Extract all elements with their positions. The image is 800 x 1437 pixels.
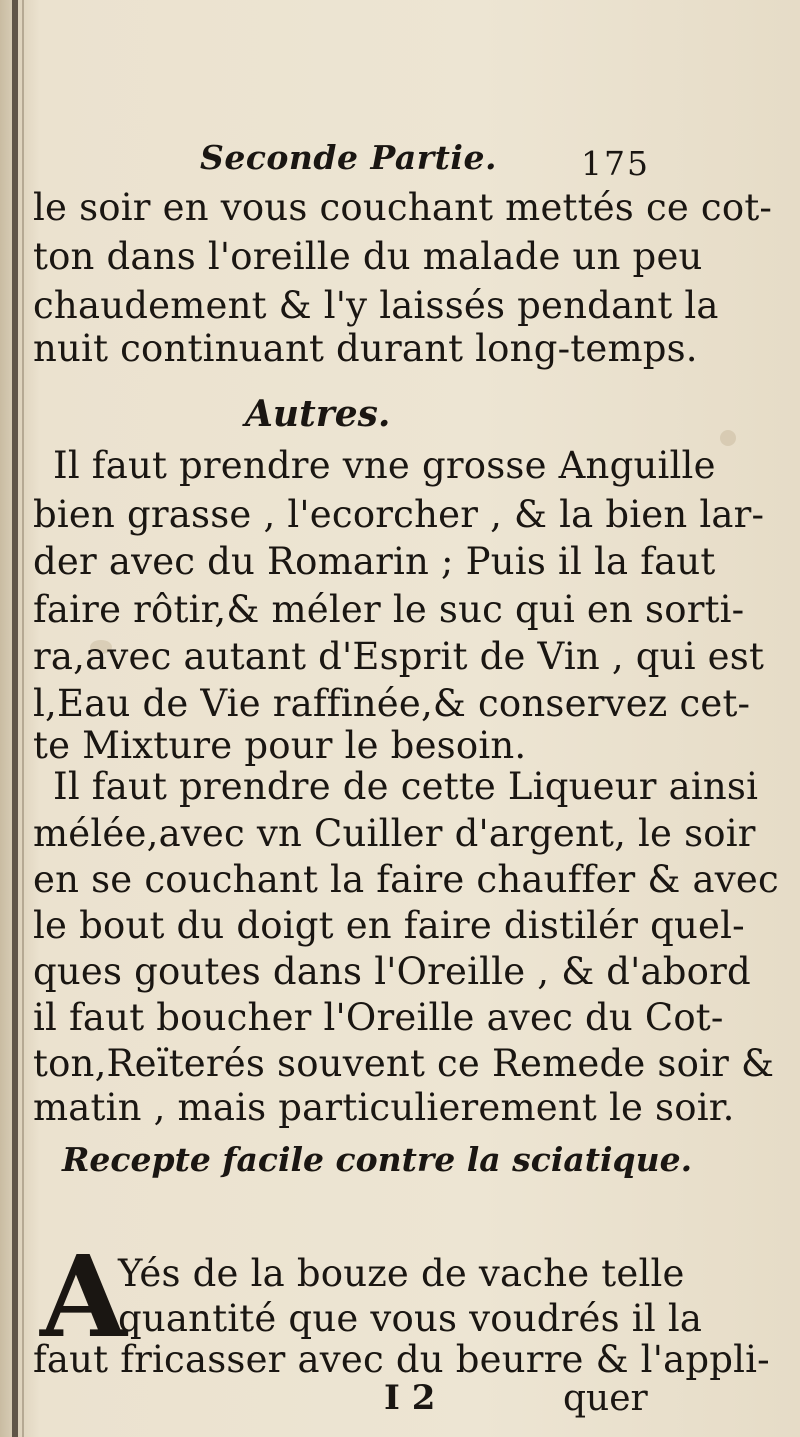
page-header (200, 138, 650, 186)
text-line: il faut boucher l'Oreille avec du Cot- (33, 996, 724, 1039)
drop-cap: A (40, 1232, 127, 1363)
text-line: en se couchant la faire chauffer & avec (33, 858, 779, 901)
text-line: te Mixture pour le besoin. (33, 724, 527, 767)
binding-gutter (12, 0, 18, 1437)
section-heading-sciatique: Recepte facile contre la sciatique. (62, 1140, 693, 1179)
running-head: Seconde Partie. (200, 138, 497, 177)
text-line: faire rôtir,& méler le suc qui en sorti- (33, 588, 745, 631)
text-line: Il faut prendre vne grosse Anguille (53, 444, 716, 487)
text-line: le soir en vous couchant mettés ce cot- (33, 186, 773, 229)
signature-mark: I 2 (384, 1378, 436, 1418)
text-line: bien grasse , l'ecorcher , & la bien lar- (33, 493, 765, 536)
catchword: quer (563, 1378, 648, 1419)
text-line: quantité que vous voudrés il la (118, 1297, 703, 1340)
text-line: ton,Reïterés souvent ce Remede soir & (33, 1042, 775, 1085)
page-number: 175 (581, 144, 650, 183)
section-heading-autres: Autres. (245, 393, 391, 435)
text-line: Il faut prendre de cette Liqueur ainsi (53, 765, 759, 808)
text-line: faut fricasser avec du beurre & l'appli- (33, 1338, 770, 1381)
text-line: matin , mais particulierement le soir. (33, 1086, 735, 1129)
text-line: mélée,avec vn Cuiller d'argent, le soir (33, 812, 756, 855)
text-line: ton dans l'oreille du malade un peu (33, 235, 703, 278)
text-line: ques goutes dans l'Oreille , & d'abord (33, 950, 751, 993)
text-line: nuit continuant durant long-temps. (33, 327, 698, 370)
text-line: ra,avec autant d'Esprit de Vin , qui est (33, 635, 765, 678)
text-line: chaudement & l'y laissés pendant la (33, 284, 719, 327)
paper-stain (720, 430, 736, 446)
text-line: le bout du doigt en faire distilér quel- (33, 904, 745, 947)
text-line: l,Eau de Vie raffinée,& conservez cet- (33, 682, 751, 725)
text-line: Yés de la bouze de vache telle (118, 1252, 685, 1295)
binding-edge (22, 0, 24, 1437)
text-line: der avec du Romarin ; Puis il la faut (33, 540, 716, 583)
